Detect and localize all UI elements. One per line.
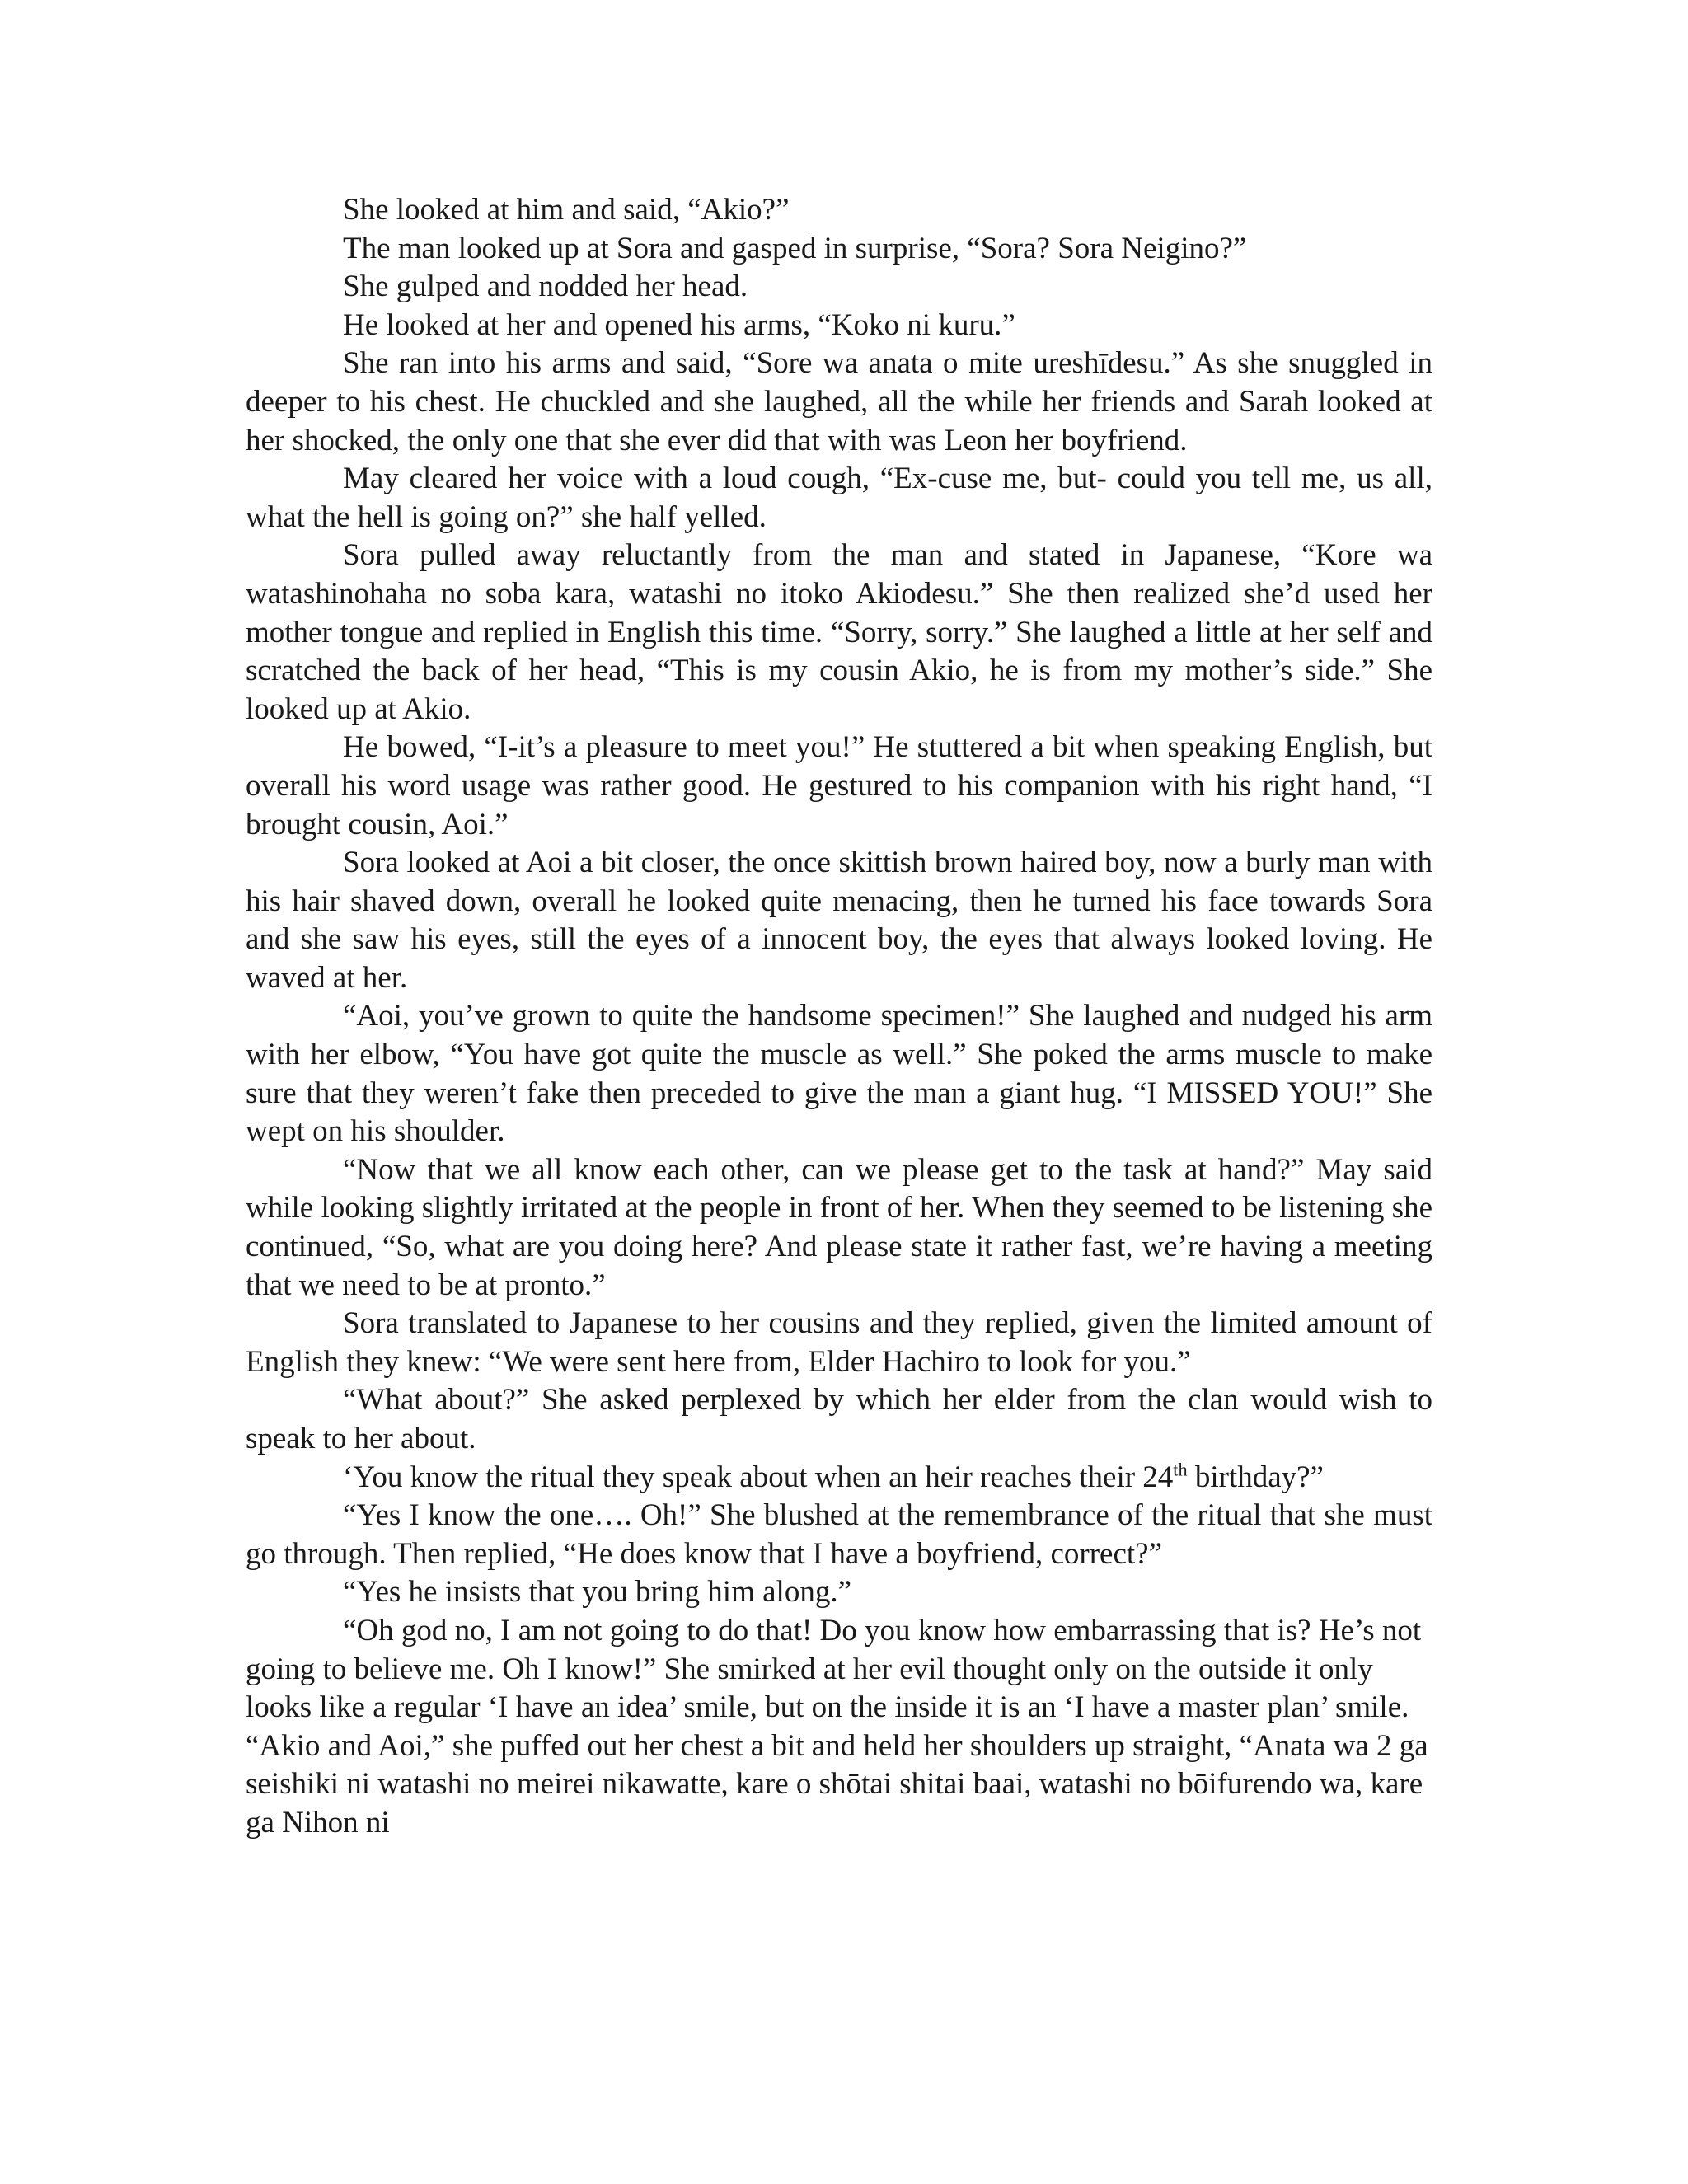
paragraph: May cleared her voice with a loud cough, “Ex-cuse me, but- could you tell me, us all, what the hell is going on?” she half yelled.: [246, 462, 1432, 534]
paragraph: “Aoi, you’ve grown to quite the handsome specimen!” She laughed and nudged his arm with her elbow, “You have got quite the muscle as well.” She poked the arms muscle to make sure that they weren’t fake then preceded to give the man a giant hug. “I MISSED YOU!” She wept on his shoulder.: [246, 999, 1432, 1149]
paragraph: “Yes I know the one…. Oh!” She blushed at the remembrance of the ritual that she must go through. Then replied, “He does know that I have a boyfriend, correct?”: [246, 1498, 1432, 1571]
paragraph: She ran into his arms and said, “Sore wa anata o mite ureshīdesu.” As she snuggled in deeper to his chest. He chuckled and she laughed, all the while her friends and Sarah looked at her shocked, the only one that she ever did that with was Leon her boyfriend.: [246, 346, 1432, 457]
story-text: [246, 191, 1432, 1843]
paragraph: Sora looked at Aoi a bit closer, the once skittish brown haired boy, now a burly man with his hair shaved down, overall he looked quite menacing, then he turned his face towards Sora and she saw his eyes, still the eyes of a innocent boy, the eyes that always looked loving. He waved at her.: [246, 846, 1432, 995]
paragraph: Sora pulled away reluctantly from the man and stated in Japanese, “Kore wa watashinohaha no soba kara, watashi no itoko Akiodesu.” She then realized she’d used her mother tongue and replied in English this time. “Sorry, sorry.” She laughed a little at her self and scratched the back of her head, “This is my cousin Akio, he is from my mother’s side.” She looked up at Akio.: [246, 538, 1432, 726]
paragraph: She looked at him and said, “Akio?”: [343, 193, 790, 227]
ordinal-superscript: th: [1173, 1459, 1188, 1480]
paragraph: Sora translated to Japanese to her cousins and they replied, given the limited amount of English they knew: “We were sent here from, Elder Hachiro to look for you.”: [246, 1306, 1432, 1379]
paragraph: She gulped and nodded her head.: [343, 269, 748, 304]
paragraph: “Now that we all know each other, can we please get to the task at hand?” May said while looking slightly irritated at the people in front of her. When they seemed to be listening she continued, “So, what are you doing here? And please state it rather fast, we’re having a meeting that we need to be at pronto.”: [246, 1152, 1432, 1302]
paragraph: The man looked up at Sora and gasped in surprise, “Sora? Sora Neigino?”: [343, 231, 1247, 265]
paragraph: “Yes he insists that you bring him along.”: [343, 1575, 851, 1610]
ritual-text-before: ‘You know the ritual they speak about when an heir reaches their 24: [343, 1460, 1174, 1494]
ritual-text-after: birthday?”: [1187, 1460, 1324, 1494]
ritual-paragraph: [246, 1459, 1432, 1497]
paragraph: He bowed, “I-it’s a pleasure to meet you!” He stuttered a bit when speaking English, but overall his word usage was rather good. He gestured to his companion with his right hand, “I brought cousin, Aoi.”: [246, 730, 1432, 841]
paragraph: He looked at her and opened his arms, “Koko ni kuru.”: [343, 307, 1015, 342]
paragraph: “Oh god no, I am not going to do that! Do you know how embarrassing that is? He’s not going to believe me. Oh I know!” She smirked at her evil thought only on the outside it only looks like a regular ‘I have an idea’ smile, but on the inside it is an ‘I have a master plan’ smile. “Akio and Aoi,” she puffed out her chest a bit and held her shoulders up straight, “Anata wa 2 ga seishiki ni watashi no meirei nikawatte, kare o shōtai shitai baai, watashi no bōifurendo wa, kare ga Nihon ni: [246, 1613, 1428, 1840]
paragraph: “What about?” She asked perplexed by which her elder from the clan would wish to speak to her about.: [246, 1383, 1432, 1455]
